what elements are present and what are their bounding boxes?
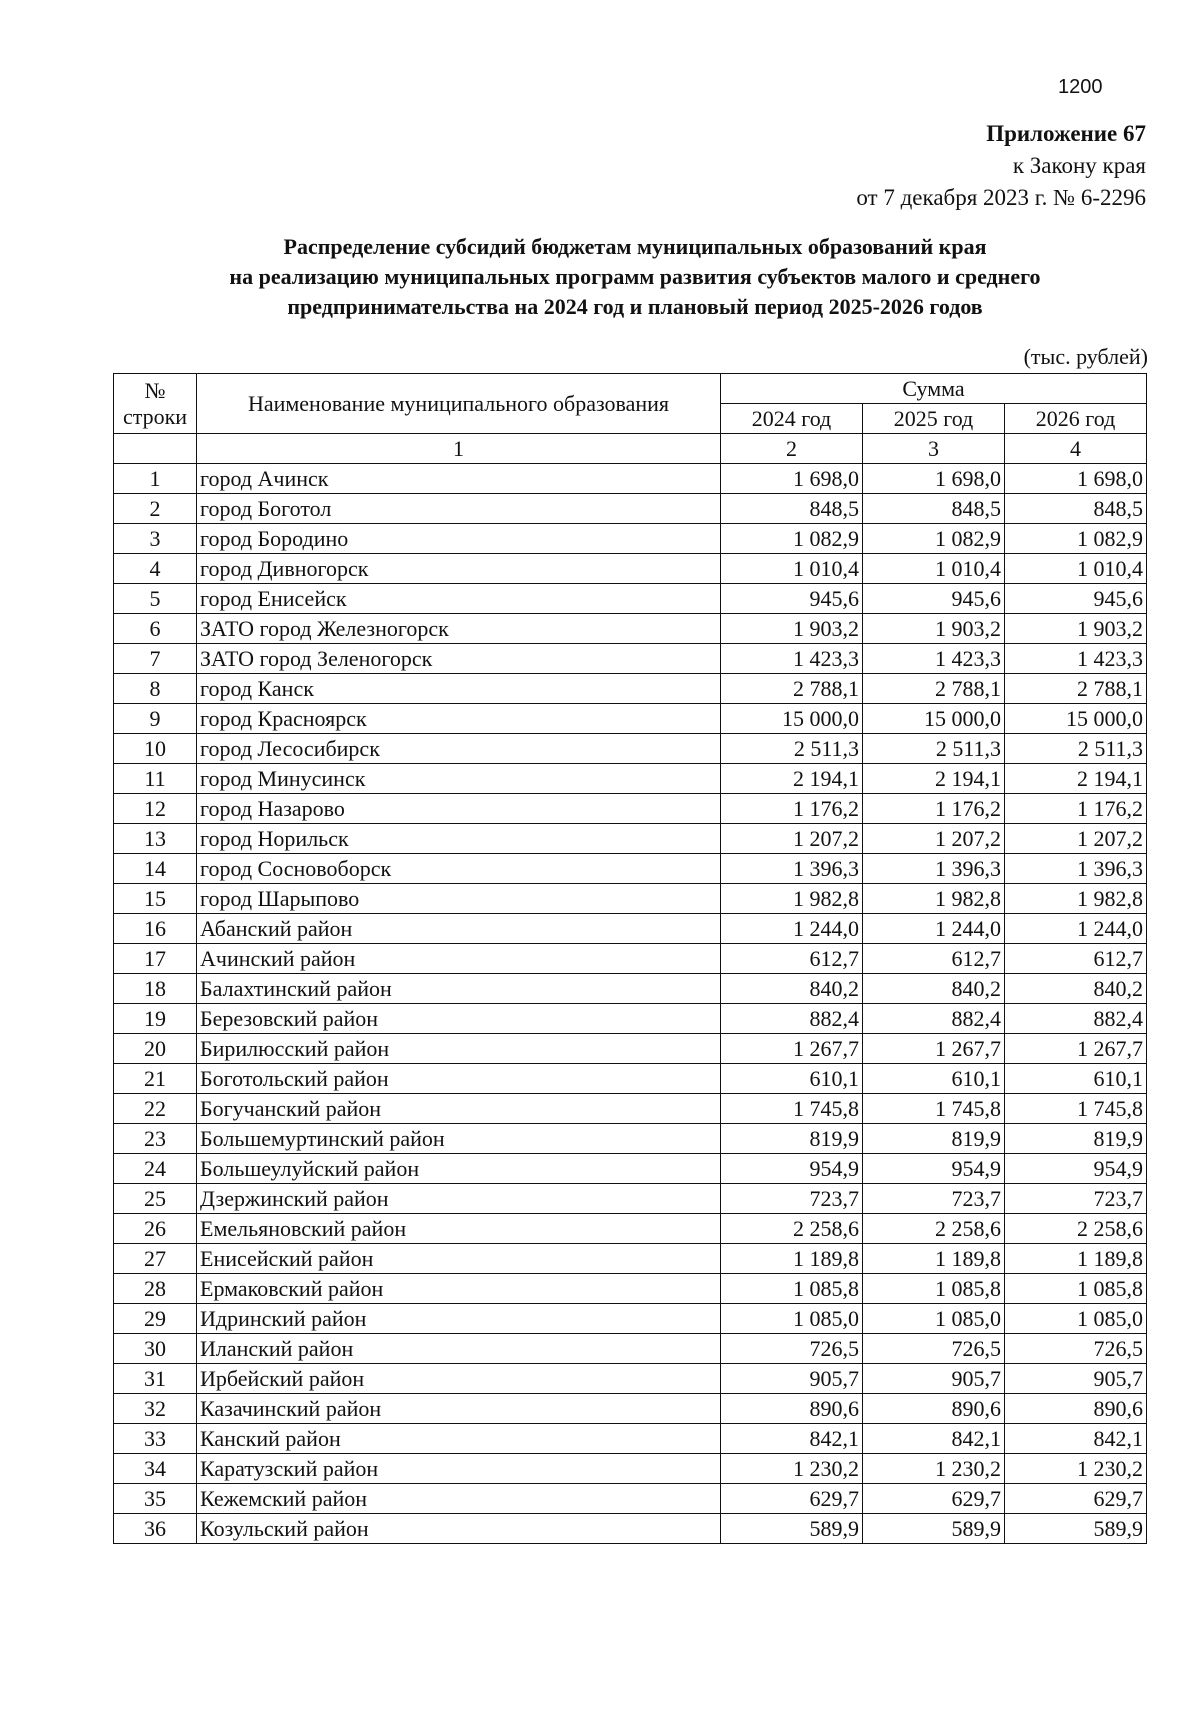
row-number-cell: 21 [114, 1064, 197, 1094]
municipality-name-cell: город Енисейск [197, 584, 721, 614]
amount-2026-cell: 1 244,0 [1005, 914, 1147, 944]
amount-2026-cell: 848,5 [1005, 494, 1147, 524]
table-row [114, 1214, 1147, 1244]
amount-2025-cell: 726,5 [863, 1334, 1005, 1364]
header-sum: Сумма [721, 374, 1147, 404]
table-row [114, 1184, 1147, 1214]
table-row [114, 1154, 1147, 1184]
row-number-cell: 9 [114, 704, 197, 734]
row-number-cell: 22 [114, 1094, 197, 1124]
municipality-name-cell: город Дивногорск [197, 554, 721, 584]
amount-2026-cell: 1 982,8 [1005, 884, 1147, 914]
municipality-name-cell: Балахтинский район [197, 974, 721, 1004]
units-label: (тыс. рублей) [1023, 344, 1148, 369]
row-number-cell: 28 [114, 1274, 197, 1304]
amount-2024-cell: 890,6 [721, 1394, 863, 1424]
row-number-cell: 1 [114, 464, 197, 494]
table-row [114, 1244, 1147, 1274]
amount-2025-cell: 1 423,3 [863, 644, 1005, 674]
amount-2026-cell: 890,6 [1005, 1394, 1147, 1424]
row-number-cell: 16 [114, 914, 197, 944]
amount-2025-cell: 1 244,0 [863, 914, 1005, 944]
municipality-name-cell: ЗАТО город Железногорск [197, 614, 721, 644]
amount-2026-cell: 589,9 [1005, 1514, 1147, 1544]
table-row [114, 854, 1147, 884]
municipality-name-cell: город Лесосибирск [197, 734, 721, 764]
amount-2025-cell: 610,1 [863, 1064, 1005, 1094]
table-row [114, 1424, 1147, 1454]
table-row [114, 1094, 1147, 1124]
amount-2025-cell: 882,4 [863, 1004, 1005, 1034]
amount-2024-cell: 1 267,7 [721, 1034, 863, 1064]
row-number-cell: 15 [114, 884, 197, 914]
table-row [114, 584, 1147, 614]
amount-2025-cell: 589,9 [863, 1514, 1005, 1544]
municipality-name-cell: Боготольский район [197, 1064, 721, 1094]
municipality-name-cell: Козульский район [197, 1514, 721, 1544]
municipality-name-cell: город Бородино [197, 524, 721, 554]
amount-2024-cell: 589,9 [721, 1514, 863, 1544]
table-row [114, 1124, 1147, 1154]
table-row [114, 704, 1147, 734]
amount-2024-cell: 723,7 [721, 1184, 863, 1214]
header-year-2024: 2024 год [721, 404, 863, 434]
row-number-cell: 8 [114, 674, 197, 704]
row-number-cell: 20 [114, 1034, 197, 1064]
title-line-1: Распределение субсидий бюджетам муниципальных образований края [283, 234, 987, 259]
row-number-cell: 31 [114, 1364, 197, 1394]
amount-2026-cell: 723,7 [1005, 1184, 1147, 1214]
amount-2025-cell: 1 267,7 [863, 1034, 1005, 1064]
row-number-cell: 24 [114, 1154, 197, 1184]
amount-2026-cell: 945,6 [1005, 584, 1147, 614]
row-number-cell: 11 [114, 764, 197, 794]
amount-2024-cell: 1 745,8 [721, 1094, 863, 1124]
municipality-name-cell: город Боготол [197, 494, 721, 524]
municipality-name-cell: Иланский район [197, 1334, 721, 1364]
municipality-name-cell: город Назарово [197, 794, 721, 824]
amount-2024-cell: 1 230,2 [721, 1454, 863, 1484]
amount-2026-cell: 2 258,6 [1005, 1214, 1147, 1244]
amount-2024-cell: 1 982,8 [721, 884, 863, 914]
amount-2026-cell: 882,4 [1005, 1004, 1147, 1034]
amount-2025-cell: 629,7 [863, 1484, 1005, 1514]
row-number-cell: 2 [114, 494, 197, 524]
amount-2026-cell: 954,9 [1005, 1154, 1147, 1184]
amount-2024-cell: 1 085,8 [721, 1274, 863, 1304]
amount-2024-cell: 629,7 [721, 1484, 863, 1514]
header-row-number-line2: строки [122, 403, 188, 429]
amount-2025-cell: 2 258,6 [863, 1214, 1005, 1244]
amount-2025-cell: 1 230,2 [863, 1454, 1005, 1484]
row-number-cell: 32 [114, 1394, 197, 1424]
amount-2026-cell: 840,2 [1005, 974, 1147, 1004]
amount-2026-cell: 1 396,3 [1005, 854, 1147, 884]
appendix-date: от 7 декабря 2023 г. № 6-2296 [856, 185, 1146, 210]
header-row-number [114, 374, 197, 434]
row-number-cell: 36 [114, 1514, 197, 1544]
amount-2024-cell: 1 423,3 [721, 644, 863, 674]
amount-2026-cell: 1 085,0 [1005, 1304, 1147, 1334]
amount-2024-cell: 1 176,2 [721, 794, 863, 824]
amount-2025-cell: 2 511,3 [863, 734, 1005, 764]
amount-2026-cell: 1 010,4 [1005, 554, 1147, 584]
row-number-cell: 12 [114, 794, 197, 824]
municipality-name-cell: город Шарыпово [197, 884, 721, 914]
amount-2025-cell: 842,1 [863, 1424, 1005, 1454]
page-number: 1200 [1058, 76, 1103, 98]
table-row [114, 614, 1147, 644]
amount-2024-cell: 1 082,9 [721, 524, 863, 554]
municipality-name-cell: Ачинский район [197, 944, 721, 974]
municipality-name-cell: Ермаковский район [197, 1274, 721, 1304]
municipality-name-cell: Емельяновский район [197, 1214, 721, 1244]
appendix-block [856, 118, 1146, 214]
amount-2024-cell: 1 903,2 [721, 614, 863, 644]
amount-2025-cell: 2 788,1 [863, 674, 1005, 704]
amount-2025-cell: 1 176,2 [863, 794, 1005, 824]
header-municipality-name: Наименование муниципального образования [197, 374, 721, 434]
amount-2025-cell: 1 085,8 [863, 1274, 1005, 1304]
amount-2024-cell: 840,2 [721, 974, 863, 1004]
table-row [114, 824, 1147, 854]
table-row [114, 944, 1147, 974]
amount-2026-cell: 1 903,2 [1005, 614, 1147, 644]
amount-2026-cell: 1 085,8 [1005, 1274, 1147, 1304]
amount-2025-cell: 1 207,2 [863, 824, 1005, 854]
title-line-3: предпринимательства на 2024 год и плановый период 2025-2026 годов [287, 294, 983, 319]
municipality-name-cell: ЗАТО город Зеленогорск [197, 644, 721, 674]
document-title [120, 232, 1150, 322]
table-row [114, 1064, 1147, 1094]
row-number-cell: 4 [114, 554, 197, 584]
table-row [114, 644, 1147, 674]
amount-2025-cell: 15 000,0 [863, 704, 1005, 734]
amount-2026-cell: 1 267,7 [1005, 1034, 1147, 1064]
row-number-cell: 5 [114, 584, 197, 614]
subsidy-table [113, 373, 1147, 1544]
municipality-name-cell: Канский район [197, 1424, 721, 1454]
municipality-name-cell: Ирбейский район [197, 1364, 721, 1394]
amount-2025-cell: 723,7 [863, 1184, 1005, 1214]
amount-2024-cell: 905,7 [721, 1364, 863, 1394]
amount-2025-cell: 1 698,0 [863, 464, 1005, 494]
municipality-name-cell: город Канск [197, 674, 721, 704]
row-number-cell: 17 [114, 944, 197, 974]
amount-2026-cell: 2 511,3 [1005, 734, 1147, 764]
table-row [114, 1394, 1147, 1424]
amount-2025-cell: 1 010,4 [863, 554, 1005, 584]
table-row [114, 1514, 1147, 1544]
title-line-2: на реализацию муниципальных программ развития субъектов малого и среднего [229, 264, 1041, 289]
column-number-0 [114, 434, 197, 464]
municipality-name-cell: Енисейский район [197, 1244, 721, 1274]
amount-2025-cell: 1 189,8 [863, 1244, 1005, 1274]
amount-2026-cell: 1 207,2 [1005, 824, 1147, 854]
table-row [114, 914, 1147, 944]
amount-2024-cell: 15 000,0 [721, 704, 863, 734]
row-number-cell: 26 [114, 1214, 197, 1244]
amount-2026-cell: 819,9 [1005, 1124, 1147, 1154]
column-number-3: 3 [863, 434, 1005, 464]
table-row [114, 734, 1147, 764]
row-number-cell: 7 [114, 644, 197, 674]
amount-2026-cell: 1 189,8 [1005, 1244, 1147, 1274]
header-row-number-line1: № [144, 377, 166, 403]
amount-2025-cell: 1 982,8 [863, 884, 1005, 914]
amount-2025-cell: 612,7 [863, 944, 1005, 974]
municipality-name-cell: город Ачинск [197, 464, 721, 494]
municipality-name-cell: город Красноярск [197, 704, 721, 734]
column-number-2: 2 [721, 434, 863, 464]
table-row [114, 554, 1147, 584]
amount-2026-cell: 905,7 [1005, 1364, 1147, 1394]
amount-2024-cell: 1 189,8 [721, 1244, 863, 1274]
amount-2024-cell: 882,4 [721, 1004, 863, 1034]
amount-2024-cell: 2 788,1 [721, 674, 863, 704]
amount-2025-cell: 819,9 [863, 1124, 1005, 1154]
table-body [114, 464, 1147, 1544]
amount-2025-cell: 848,5 [863, 494, 1005, 524]
amount-2026-cell: 612,7 [1005, 944, 1147, 974]
amount-2025-cell: 954,9 [863, 1154, 1005, 1184]
amount-2024-cell: 2 194,1 [721, 764, 863, 794]
amount-2024-cell: 1 396,3 [721, 854, 863, 884]
amount-2026-cell: 629,7 [1005, 1484, 1147, 1514]
amount-2025-cell: 890,6 [863, 1394, 1005, 1424]
row-number-cell: 23 [114, 1124, 197, 1154]
table-row [114, 1034, 1147, 1064]
amount-2026-cell: 1 698,0 [1005, 464, 1147, 494]
table-row [114, 524, 1147, 554]
row-number-cell: 14 [114, 854, 197, 884]
municipality-name-cell: Абанский район [197, 914, 721, 944]
amount-2025-cell: 1 085,0 [863, 1304, 1005, 1334]
table-row [114, 1364, 1147, 1394]
row-number-cell: 30 [114, 1334, 197, 1364]
municipality-name-cell: Кежемский район [197, 1484, 721, 1514]
amount-2025-cell: 1 903,2 [863, 614, 1005, 644]
amount-2025-cell: 1 396,3 [863, 854, 1005, 884]
table-row [114, 794, 1147, 824]
table-row [114, 1004, 1147, 1034]
municipality-name-cell: Идринский район [197, 1304, 721, 1334]
row-number-cell: 10 [114, 734, 197, 764]
amount-2026-cell: 2 788,1 [1005, 674, 1147, 704]
amount-2024-cell: 610,1 [721, 1064, 863, 1094]
amount-2026-cell: 1 745,8 [1005, 1094, 1147, 1124]
amount-2025-cell: 1 082,9 [863, 524, 1005, 554]
row-number-cell: 19 [114, 1004, 197, 1034]
amount-2026-cell: 1 082,9 [1005, 524, 1147, 554]
amount-2024-cell: 1 010,4 [721, 554, 863, 584]
row-number-cell: 35 [114, 1484, 197, 1514]
column-number-4: 4 [1005, 434, 1147, 464]
municipality-name-cell: Большеулуйский район [197, 1154, 721, 1184]
header-year-2025: 2025 год [863, 404, 1005, 434]
table-row [114, 674, 1147, 704]
column-number-row [114, 434, 1147, 464]
amount-2025-cell: 1 745,8 [863, 1094, 1005, 1124]
table-row [114, 1484, 1147, 1514]
municipality-name-cell: Богучанский район [197, 1094, 721, 1124]
municipality-name-cell: Бирилюсский район [197, 1034, 721, 1064]
amount-2026-cell: 1 176,2 [1005, 794, 1147, 824]
column-number-1: 1 [197, 434, 721, 464]
amount-2025-cell: 2 194,1 [863, 764, 1005, 794]
row-number-cell: 3 [114, 524, 197, 554]
row-number-cell: 13 [114, 824, 197, 854]
amount-2026-cell: 842,1 [1005, 1424, 1147, 1454]
amount-2024-cell: 954,9 [721, 1154, 863, 1184]
header-row-1 [114, 374, 1147, 404]
table-row [114, 1304, 1147, 1334]
amount-2025-cell: 945,6 [863, 584, 1005, 614]
row-number-cell: 6 [114, 614, 197, 644]
amount-2025-cell: 840,2 [863, 974, 1005, 1004]
amount-2024-cell: 945,6 [721, 584, 863, 614]
amount-2024-cell: 726,5 [721, 1334, 863, 1364]
amount-2026-cell: 610,1 [1005, 1064, 1147, 1094]
amount-2026-cell: 1 423,3 [1005, 644, 1147, 674]
header-year-2026: 2026 год [1005, 404, 1147, 434]
amount-2026-cell: 2 194,1 [1005, 764, 1147, 794]
table-row [114, 1334, 1147, 1364]
row-number-cell: 33 [114, 1424, 197, 1454]
row-number-cell: 34 [114, 1454, 197, 1484]
municipality-name-cell: Березовский район [197, 1004, 721, 1034]
amount-2024-cell: 1 244,0 [721, 914, 863, 944]
amount-2024-cell: 842,1 [721, 1424, 863, 1454]
table-row [114, 494, 1147, 524]
municipality-name-cell: город Минусинск [197, 764, 721, 794]
municipality-name-cell: Большемуртинский район [197, 1124, 721, 1154]
amount-2025-cell: 905,7 [863, 1364, 1005, 1394]
table-row [114, 464, 1147, 494]
amount-2024-cell: 1 207,2 [721, 824, 863, 854]
table-row [114, 1454, 1147, 1484]
appendix-law: к Закону края [1012, 153, 1146, 178]
table-row [114, 884, 1147, 914]
amount-2024-cell: 848,5 [721, 494, 863, 524]
amount-2024-cell: 819,9 [721, 1124, 863, 1154]
row-number-cell: 27 [114, 1244, 197, 1274]
municipality-name-cell: Каратузский район [197, 1454, 721, 1484]
row-number-cell: 29 [114, 1304, 197, 1334]
municipality-name-cell: Казачинский район [197, 1394, 721, 1424]
municipality-name-cell: Дзержинский район [197, 1184, 721, 1214]
amount-2024-cell: 612,7 [721, 944, 863, 974]
table-row [114, 1274, 1147, 1304]
table-header [114, 374, 1147, 464]
row-number-cell: 25 [114, 1184, 197, 1214]
row-number-cell: 18 [114, 974, 197, 1004]
amount-2026-cell: 1 230,2 [1005, 1454, 1147, 1484]
table-row [114, 974, 1147, 1004]
municipality-name-cell: город Сосновоборск [197, 854, 721, 884]
amount-2024-cell: 1 698,0 [721, 464, 863, 494]
amount-2024-cell: 1 085,0 [721, 1304, 863, 1334]
amount-2024-cell: 2 511,3 [721, 734, 863, 764]
amount-2026-cell: 15 000,0 [1005, 704, 1147, 734]
amount-2026-cell: 726,5 [1005, 1334, 1147, 1364]
table-row [114, 764, 1147, 794]
amount-2024-cell: 2 258,6 [721, 1214, 863, 1244]
appendix-title: Приложение 67 [986, 121, 1146, 146]
municipality-name-cell: город Норильск [197, 824, 721, 854]
